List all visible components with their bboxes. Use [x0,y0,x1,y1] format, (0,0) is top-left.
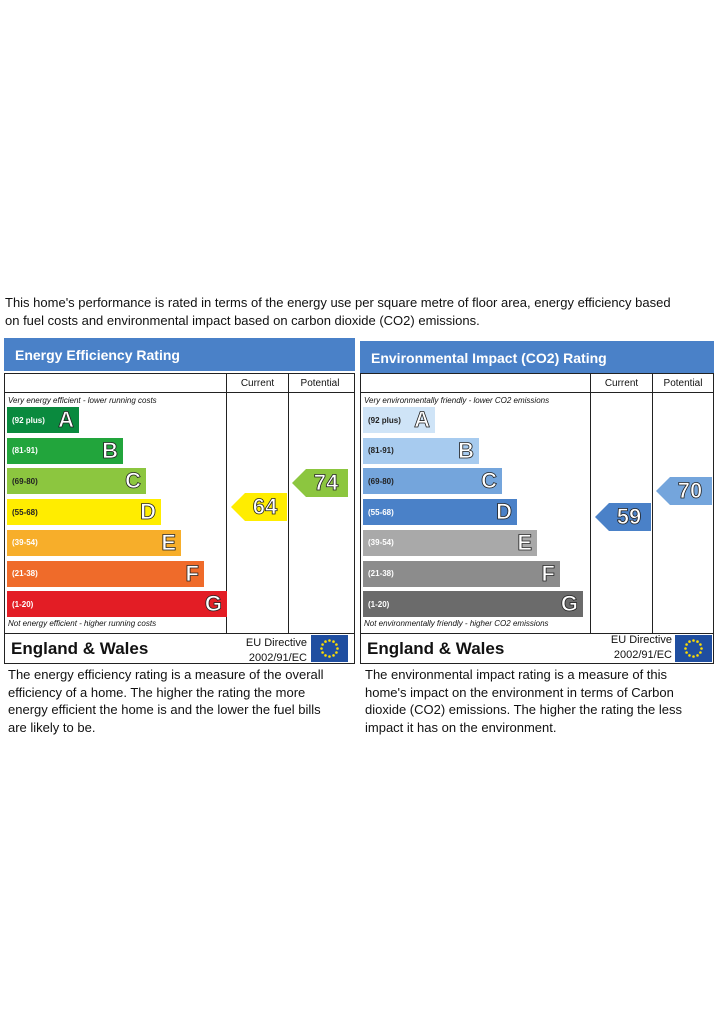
rating-band-c [7,468,146,494]
intro-text [5,294,710,330]
divider [288,374,289,634]
footer-country: England & Wales [367,639,505,658]
current-rating-arrow [231,493,287,521]
potential-column-header: Potential [300,377,340,389]
eu-directive-line-1: EU Directive [245,637,307,649]
band-letter: B [458,437,474,463]
rating-band-d [363,499,517,525]
current-column-header: Current [604,377,639,389]
divider [5,392,354,393]
top-caption: Very energy efficient - lower running costs [8,396,157,405]
rating-band-e [363,530,537,556]
rating-band-g [363,591,583,617]
eu-flag-icon [311,635,348,662]
divider [5,633,354,634]
potential-rating-arrow [292,469,348,497]
band-range-label: (1-20) [368,599,390,609]
eu-directive-line-2: 2002/91/EC [248,652,307,664]
band-range-label: (81-91) [12,446,38,456]
chart-title: Environmental Impact (CO2) Rating [360,341,714,374]
band-range-label: (69-80) [368,476,394,486]
band-letter: E [517,529,532,555]
rating-band-a [363,407,435,433]
current-column-header: Current [240,377,275,389]
rating-band-b [7,438,123,464]
divider [652,374,653,634]
band-range-label: (39-54) [368,538,394,548]
potential-rating-arrow [656,477,712,505]
band-range-label: (21-38) [368,569,394,578]
divider [590,374,591,634]
band-range-label: (92 plus) [12,415,45,425]
energy-rating-description: The energy efficiency rating is a measure of the overall efficiency of a home. The higher the rating the more energy efficient the home is and the lower the fuel bills are likely to be. [8,667,324,735]
potential-rating-value: 74 [313,469,339,495]
band-range-label: (1-20) [12,599,34,609]
band-letter: G [560,591,578,617]
rating-band-d [7,499,161,525]
bottom-caption: Not energy efficient - higher running costs [8,619,157,628]
eu-directive [606,633,672,663]
rating-band-b [363,438,479,464]
environmental-rating-description: The environmental impact rating is a measure of this home's impact on the environment in terms of Carbon dioxide (CO2) emissions. The higher the rating the less impact it has on the environment. [365,667,682,735]
rating-band-e [7,530,181,556]
band-range-label: (55-68) [368,507,394,517]
band-letter: D [496,499,512,525]
rating-band-f [7,561,204,587]
bottom-caption: Not environmentally friendly - higher CO2 emissions [364,619,549,628]
band-letter: F [541,560,555,586]
potential-column-header: Potential [663,377,703,389]
band-letter: F [185,560,199,586]
rating-band-f [363,561,560,587]
band-range-label: (39-54) [12,538,38,548]
eu-directive-line-1: EU Directive [610,634,672,646]
band-range-label: (92 plus) [368,415,401,425]
energy-efficiency-chart [4,338,355,664]
rating-band-g [7,591,227,617]
band-range-label: (69-80) [12,476,38,486]
intro-line-2: on fuel costs and environmental impact based on carbon dioxide (CO2) emissions. [5,313,480,328]
rating-band-a [7,407,79,433]
band-letter: E [161,529,176,555]
band-letter: B [102,437,118,463]
current-rating-arrow [595,503,651,531]
band-letter: C [481,468,497,494]
band-range-label: (81-91) [368,446,394,456]
eu-directive-line-2: 2002/91/EC [613,649,672,661]
environmental-impact-chart [360,338,714,664]
band-letter: A [414,407,430,432]
band-range-label: (55-68) [12,507,38,517]
intro-line-1: This home's performance is rated in terms of the energy use per square metre of floor area, energy efficiency based [5,295,671,310]
band-letter: D [140,499,156,525]
rating-grid [360,373,714,664]
rating-band-c [363,468,502,494]
band-letter: C [125,468,141,494]
band-letter: A [58,407,74,432]
rating-grid [4,373,355,664]
current-rating-value: 59 [616,503,642,529]
chart-title: Energy Efficiency Rating [4,338,355,371]
footer-country: England & Wales [11,639,149,658]
band-letter: G [204,591,222,617]
eu-directive [241,636,307,666]
divider [361,392,713,393]
top-caption: Very environmentally friendly - lower CO2 emissions [364,396,550,405]
band-range-label: (21-38) [12,569,38,578]
potential-rating-value: 70 [677,478,703,504]
current-rating-value: 64 [252,494,278,520]
eu-flag-icon [675,635,712,662]
